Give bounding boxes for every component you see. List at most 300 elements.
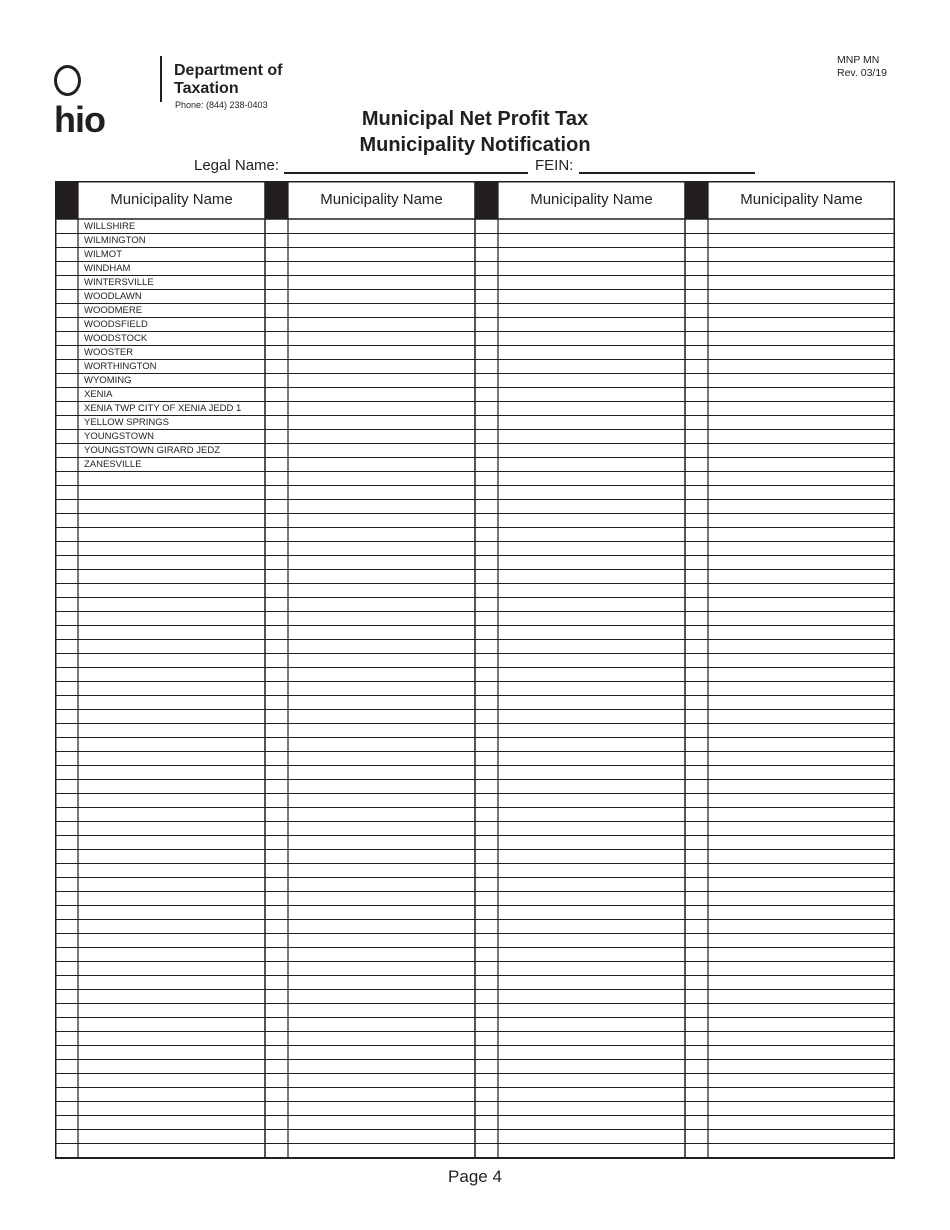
row-checkbox[interactable]: [265, 584, 288, 598]
municipality-blank-cell[interactable]: [714, 962, 893, 976]
row-checkbox[interactable]: [685, 556, 708, 570]
row-checkbox[interactable]: [55, 668, 78, 682]
municipality-blank-cell[interactable]: [504, 220, 683, 234]
row-checkbox[interactable]: [475, 724, 498, 738]
row-checkbox[interactable]: [55, 626, 78, 640]
municipality-blank-cell[interactable]: [84, 556, 263, 570]
municipality-blank-cell[interactable]: [504, 920, 683, 934]
row-checkbox[interactable]: [685, 822, 708, 836]
municipality-blank-cell[interactable]: [294, 556, 473, 570]
row-checkbox[interactable]: [55, 1102, 78, 1116]
row-checkbox[interactable]: [475, 1032, 498, 1046]
municipality-blank-cell[interactable]: [714, 626, 893, 640]
municipality-blank-cell[interactable]: [504, 934, 683, 948]
municipality-blank-cell[interactable]: [714, 332, 893, 346]
municipality-blank-cell[interactable]: [84, 1046, 263, 1060]
row-checkbox[interactable]: [475, 1046, 498, 1060]
row-checkbox[interactable]: [55, 542, 78, 556]
row-checkbox[interactable]: [265, 542, 288, 556]
municipality-blank-cell[interactable]: [714, 920, 893, 934]
row-checkbox[interactable]: [265, 1004, 288, 1018]
row-checkbox[interactable]: [265, 836, 288, 850]
row-checkbox[interactable]: [475, 416, 498, 430]
row-checkbox[interactable]: [55, 388, 78, 402]
municipality-blank-cell[interactable]: [84, 626, 263, 640]
municipality-blank-cell[interactable]: [504, 570, 683, 584]
municipality-blank-cell[interactable]: [714, 220, 893, 234]
municipality-blank-cell[interactable]: [294, 444, 473, 458]
row-checkbox[interactable]: [265, 458, 288, 472]
row-checkbox[interactable]: [685, 374, 708, 388]
municipality-blank-cell[interactable]: [504, 962, 683, 976]
row-checkbox[interactable]: [55, 528, 78, 542]
municipality-blank-cell[interactable]: [294, 1074, 473, 1088]
municipality-blank-cell[interactable]: [504, 1004, 683, 1018]
municipality-blank-cell[interactable]: [714, 794, 893, 808]
municipality-blank-cell[interactable]: [714, 1116, 893, 1130]
municipality-blank-cell[interactable]: [504, 794, 683, 808]
row-checkbox[interactable]: [55, 906, 78, 920]
row-checkbox[interactable]: [685, 1116, 708, 1130]
legal-name-field[interactable]: [284, 172, 528, 174]
municipality-blank-cell[interactable]: [714, 556, 893, 570]
municipality-entry[interactable]: ZANESVILLE: [84, 458, 142, 470]
municipality-blank-cell[interactable]: [504, 598, 683, 612]
municipality-blank-cell[interactable]: [294, 1004, 473, 1018]
municipality-blank-cell[interactable]: [714, 864, 893, 878]
municipality-blank-cell[interactable]: [294, 682, 473, 696]
row-checkbox[interactable]: [475, 668, 498, 682]
row-checkbox[interactable]: [685, 752, 708, 766]
row-checkbox[interactable]: [475, 710, 498, 724]
municipality-blank-cell[interactable]: [84, 836, 263, 850]
row-checkbox[interactable]: [265, 654, 288, 668]
municipality-entry[interactable]: WOODSTOCK: [84, 332, 148, 344]
municipality-blank-cell[interactable]: [294, 262, 473, 276]
row-checkbox[interactable]: [475, 598, 498, 612]
municipality-blank-cell[interactable]: [714, 668, 893, 682]
municipality-blank-cell[interactable]: [714, 416, 893, 430]
row-checkbox[interactable]: [265, 906, 288, 920]
row-checkbox[interactable]: [475, 332, 498, 346]
row-checkbox[interactable]: [265, 416, 288, 430]
row-checkbox[interactable]: [475, 892, 498, 906]
municipality-blank-cell[interactable]: [294, 1116, 473, 1130]
row-checkbox[interactable]: [265, 1116, 288, 1130]
row-checkbox[interactable]: [55, 556, 78, 570]
row-checkbox[interactable]: [685, 654, 708, 668]
municipality-blank-cell[interactable]: [714, 990, 893, 1004]
row-checkbox[interactable]: [55, 780, 78, 794]
row-checkbox[interactable]: [55, 304, 78, 318]
municipality-blank-cell[interactable]: [714, 346, 893, 360]
row-checkbox[interactable]: [685, 696, 708, 710]
municipality-blank-cell[interactable]: [714, 766, 893, 780]
row-checkbox[interactable]: [475, 752, 498, 766]
row-checkbox[interactable]: [685, 458, 708, 472]
municipality-blank-cell[interactable]: [714, 290, 893, 304]
row-checkbox[interactable]: [265, 976, 288, 990]
row-checkbox[interactable]: [265, 1074, 288, 1088]
municipality-blank-cell[interactable]: [294, 514, 473, 528]
municipality-blank-cell[interactable]: [84, 612, 263, 626]
row-checkbox[interactable]: [475, 430, 498, 444]
row-checkbox[interactable]: [685, 276, 708, 290]
municipality-blank-cell[interactable]: [294, 584, 473, 598]
municipality-blank-cell[interactable]: [504, 682, 683, 696]
row-checkbox[interactable]: [55, 892, 78, 906]
row-checkbox[interactable]: [685, 1032, 708, 1046]
row-checkbox[interactable]: [265, 472, 288, 486]
row-checkbox[interactable]: [475, 850, 498, 864]
municipality-blank-cell[interactable]: [504, 1144, 683, 1158]
municipality-blank-cell[interactable]: [294, 598, 473, 612]
row-checkbox[interactable]: [475, 570, 498, 584]
row-checkbox[interactable]: [265, 444, 288, 458]
municipality-blank-cell[interactable]: [714, 822, 893, 836]
row-checkbox[interactable]: [265, 808, 288, 822]
row-checkbox[interactable]: [265, 248, 288, 262]
row-checkbox[interactable]: [265, 822, 288, 836]
row-checkbox[interactable]: [265, 752, 288, 766]
municipality-blank-cell[interactable]: [84, 1088, 263, 1102]
municipality-blank-cell[interactable]: [504, 976, 683, 990]
municipality-blank-cell[interactable]: [294, 640, 473, 654]
row-checkbox[interactable]: [265, 640, 288, 654]
row-checkbox[interactable]: [475, 794, 498, 808]
municipality-blank-cell[interactable]: [504, 668, 683, 682]
row-checkbox[interactable]: [475, 290, 498, 304]
row-checkbox[interactable]: [475, 962, 498, 976]
row-checkbox[interactable]: [475, 990, 498, 1004]
municipality-entry[interactable]: XENIA TWP CITY OF XENIA JEDD 1: [84, 402, 242, 414]
row-checkbox[interactable]: [265, 1018, 288, 1032]
row-checkbox[interactable]: [265, 514, 288, 528]
municipality-blank-cell[interactable]: [714, 248, 893, 262]
municipality-blank-cell[interactable]: [714, 360, 893, 374]
municipality-blank-cell[interactable]: [714, 500, 893, 514]
municipality-blank-cell[interactable]: [84, 864, 263, 878]
municipality-blank-cell[interactable]: [714, 710, 893, 724]
row-checkbox[interactable]: [685, 584, 708, 598]
municipality-blank-cell[interactable]: [84, 1116, 263, 1130]
row-checkbox[interactable]: [265, 780, 288, 794]
row-checkbox[interactable]: [475, 696, 498, 710]
row-checkbox[interactable]: [265, 360, 288, 374]
row-checkbox[interactable]: [265, 332, 288, 346]
municipality-blank-cell[interactable]: [84, 934, 263, 948]
municipality-blank-cell[interactable]: [714, 304, 893, 318]
municipality-blank-cell[interactable]: [294, 766, 473, 780]
row-checkbox[interactable]: [55, 990, 78, 1004]
municipality-blank-cell[interactable]: [294, 1102, 473, 1116]
municipality-blank-cell[interactable]: [294, 878, 473, 892]
municipality-blank-cell[interactable]: [84, 794, 263, 808]
municipality-blank-cell[interactable]: [294, 346, 473, 360]
row-checkbox[interactable]: [685, 906, 708, 920]
municipality-blank-cell[interactable]: [714, 402, 893, 416]
row-checkbox[interactable]: [55, 416, 78, 430]
municipality-blank-cell[interactable]: [84, 920, 263, 934]
municipality-blank-cell[interactable]: [294, 304, 473, 318]
municipality-blank-cell[interactable]: [504, 1102, 683, 1116]
row-checkbox[interactable]: [55, 598, 78, 612]
row-checkbox[interactable]: [475, 1074, 498, 1088]
row-checkbox[interactable]: [55, 752, 78, 766]
municipality-blank-cell[interactable]: [714, 584, 893, 598]
municipality-blank-cell[interactable]: [294, 626, 473, 640]
row-checkbox[interactable]: [475, 654, 498, 668]
row-checkbox[interactable]: [55, 402, 78, 416]
municipality-blank-cell[interactable]: [84, 780, 263, 794]
row-checkbox[interactable]: [265, 346, 288, 360]
municipality-blank-cell[interactable]: [714, 696, 893, 710]
municipality-blank-cell[interactable]: [504, 990, 683, 1004]
row-checkbox[interactable]: [685, 920, 708, 934]
row-checkbox[interactable]: [685, 1060, 708, 1074]
row-checkbox[interactable]: [55, 920, 78, 934]
municipality-blank-cell[interactable]: [504, 1130, 683, 1144]
row-checkbox[interactable]: [55, 500, 78, 514]
row-checkbox[interactable]: [685, 1088, 708, 1102]
municipality-blank-cell[interactable]: [294, 542, 473, 556]
municipality-blank-cell[interactable]: [294, 934, 473, 948]
row-checkbox[interactable]: [685, 220, 708, 234]
row-checkbox[interactable]: [55, 430, 78, 444]
row-checkbox[interactable]: [685, 262, 708, 276]
municipality-blank-cell[interactable]: [504, 906, 683, 920]
municipality-blank-cell[interactable]: [294, 1032, 473, 1046]
row-checkbox[interactable]: [475, 1102, 498, 1116]
row-checkbox[interactable]: [475, 948, 498, 962]
row-checkbox[interactable]: [265, 850, 288, 864]
municipality-blank-cell[interactable]: [504, 458, 683, 472]
row-checkbox[interactable]: [685, 1046, 708, 1060]
municipality-blank-cell[interactable]: [84, 1102, 263, 1116]
municipality-blank-cell[interactable]: [294, 808, 473, 822]
municipality-blank-cell[interactable]: [714, 542, 893, 556]
row-checkbox[interactable]: [265, 766, 288, 780]
municipality-blank-cell[interactable]: [504, 724, 683, 738]
municipality-blank-cell[interactable]: [714, 850, 893, 864]
municipality-entry[interactable]: WOODSFIELD: [84, 318, 148, 330]
row-checkbox[interactable]: [265, 1032, 288, 1046]
municipality-blank-cell[interactable]: [504, 948, 683, 962]
municipality-blank-cell[interactable]: [714, 1088, 893, 1102]
row-checkbox[interactable]: [55, 766, 78, 780]
row-checkbox[interactable]: [685, 542, 708, 556]
row-checkbox[interactable]: [475, 640, 498, 654]
row-checkbox[interactable]: [685, 304, 708, 318]
row-checkbox[interactable]: [685, 1102, 708, 1116]
row-checkbox[interactable]: [685, 724, 708, 738]
municipality-blank-cell[interactable]: [504, 654, 683, 668]
municipality-blank-cell[interactable]: [504, 640, 683, 654]
municipality-blank-cell[interactable]: [294, 668, 473, 682]
municipality-blank-cell[interactable]: [84, 514, 263, 528]
row-checkbox[interactable]: [685, 808, 708, 822]
row-checkbox[interactable]: [265, 1060, 288, 1074]
row-checkbox[interactable]: [55, 374, 78, 388]
municipality-blank-cell[interactable]: [84, 472, 263, 486]
municipality-blank-cell[interactable]: [714, 836, 893, 850]
row-checkbox[interactable]: [475, 626, 498, 640]
municipality-entry[interactable]: YOUNGSTOWN GIRARD JEDZ: [84, 444, 220, 456]
row-checkbox[interactable]: [685, 444, 708, 458]
municipality-blank-cell[interactable]: [294, 836, 473, 850]
municipality-blank-cell[interactable]: [714, 374, 893, 388]
row-checkbox[interactable]: [475, 304, 498, 318]
municipality-blank-cell[interactable]: [714, 724, 893, 738]
municipality-blank-cell[interactable]: [84, 528, 263, 542]
row-checkbox[interactable]: [265, 388, 288, 402]
row-checkbox[interactable]: [685, 388, 708, 402]
row-checkbox[interactable]: [475, 920, 498, 934]
municipality-blank-cell[interactable]: [294, 780, 473, 794]
municipality-blank-cell[interactable]: [84, 654, 263, 668]
row-checkbox[interactable]: [475, 528, 498, 542]
municipality-blank-cell[interactable]: [504, 472, 683, 486]
municipality-blank-cell[interactable]: [504, 780, 683, 794]
municipality-blank-cell[interactable]: [294, 710, 473, 724]
municipality-entry[interactable]: WINDHAM: [84, 262, 131, 274]
row-checkbox[interactable]: [55, 696, 78, 710]
municipality-blank-cell[interactable]: [294, 402, 473, 416]
municipality-blank-cell[interactable]: [714, 388, 893, 402]
row-checkbox[interactable]: [265, 304, 288, 318]
row-checkbox[interactable]: [265, 794, 288, 808]
row-checkbox[interactable]: [475, 822, 498, 836]
row-checkbox[interactable]: [55, 1032, 78, 1046]
municipality-blank-cell[interactable]: [714, 906, 893, 920]
row-checkbox[interactable]: [55, 836, 78, 850]
row-checkbox[interactable]: [265, 920, 288, 934]
row-checkbox[interactable]: [475, 906, 498, 920]
municipality-blank-cell[interactable]: [504, 1046, 683, 1060]
row-checkbox[interactable]: [265, 878, 288, 892]
municipality-entry[interactable]: YELLOW SPRINGS: [84, 416, 169, 428]
row-checkbox[interactable]: [475, 1144, 498, 1158]
municipality-blank-cell[interactable]: [294, 794, 473, 808]
municipality-blank-cell[interactable]: [84, 1130, 263, 1144]
municipality-blank-cell[interactable]: [294, 948, 473, 962]
row-checkbox[interactable]: [55, 1046, 78, 1060]
row-checkbox[interactable]: [265, 682, 288, 696]
row-checkbox[interactable]: [685, 864, 708, 878]
row-checkbox[interactable]: [685, 990, 708, 1004]
municipality-blank-cell[interactable]: [84, 542, 263, 556]
row-checkbox[interactable]: [55, 1074, 78, 1088]
municipality-blank-cell[interactable]: [714, 878, 893, 892]
row-checkbox[interactable]: [55, 486, 78, 500]
row-checkbox[interactable]: [265, 262, 288, 276]
municipality-blank-cell[interactable]: [714, 640, 893, 654]
municipality-blank-cell[interactable]: [84, 1018, 263, 1032]
municipality-blank-cell[interactable]: [294, 892, 473, 906]
row-checkbox[interactable]: [265, 1046, 288, 1060]
municipality-blank-cell[interactable]: [294, 990, 473, 1004]
row-checkbox[interactable]: [475, 808, 498, 822]
municipality-blank-cell[interactable]: [504, 878, 683, 892]
municipality-blank-cell[interactable]: [84, 990, 263, 1004]
municipality-blank-cell[interactable]: [294, 1088, 473, 1102]
row-checkbox[interactable]: [55, 1088, 78, 1102]
row-checkbox[interactable]: [685, 360, 708, 374]
municipality-blank-cell[interactable]: [294, 290, 473, 304]
municipality-blank-cell[interactable]: [84, 808, 263, 822]
row-checkbox[interactable]: [685, 416, 708, 430]
municipality-blank-cell[interactable]: [714, 318, 893, 332]
municipality-entry[interactable]: WOOSTER: [84, 346, 134, 358]
municipality-blank-cell[interactable]: [294, 1130, 473, 1144]
row-checkbox[interactable]: [685, 682, 708, 696]
row-checkbox[interactable]: [475, 234, 498, 248]
municipality-blank-cell[interactable]: [504, 276, 683, 290]
municipality-blank-cell[interactable]: [504, 388, 683, 402]
row-checkbox[interactable]: [685, 318, 708, 332]
municipality-blank-cell[interactable]: [84, 752, 263, 766]
municipality-blank-cell[interactable]: [714, 1060, 893, 1074]
row-checkbox[interactable]: [475, 374, 498, 388]
row-checkbox[interactable]: [475, 1088, 498, 1102]
municipality-blank-cell[interactable]: [504, 626, 683, 640]
row-checkbox[interactable]: [55, 234, 78, 248]
row-checkbox[interactable]: [55, 1004, 78, 1018]
row-checkbox[interactable]: [685, 1130, 708, 1144]
row-checkbox[interactable]: [475, 1116, 498, 1130]
municipality-blank-cell[interactable]: [84, 850, 263, 864]
municipality-entry[interactable]: WINTERSVILLE: [84, 276, 154, 288]
row-checkbox[interactable]: [55, 976, 78, 990]
row-checkbox[interactable]: [55, 472, 78, 486]
municipality-blank-cell[interactable]: [714, 1102, 893, 1116]
municipality-blank-cell[interactable]: [714, 430, 893, 444]
municipality-blank-cell[interactable]: [714, 1018, 893, 1032]
row-checkbox[interactable]: [685, 430, 708, 444]
row-checkbox[interactable]: [685, 780, 708, 794]
row-checkbox[interactable]: [475, 444, 498, 458]
row-checkbox[interactable]: [265, 220, 288, 234]
municipality-blank-cell[interactable]: [714, 276, 893, 290]
row-checkbox[interactable]: [265, 486, 288, 500]
municipality-blank-cell[interactable]: [714, 458, 893, 472]
row-checkbox[interactable]: [475, 500, 498, 514]
row-checkbox[interactable]: [265, 402, 288, 416]
municipality-blank-cell[interactable]: [504, 738, 683, 752]
row-checkbox[interactable]: [55, 1018, 78, 1032]
row-checkbox[interactable]: [475, 738, 498, 752]
municipality-blank-cell[interactable]: [84, 766, 263, 780]
row-checkbox[interactable]: [475, 1060, 498, 1074]
row-checkbox[interactable]: [685, 290, 708, 304]
row-checkbox[interactable]: [475, 514, 498, 528]
municipality-blank-cell[interactable]: [504, 444, 683, 458]
row-checkbox[interactable]: [475, 878, 498, 892]
row-checkbox[interactable]: [475, 402, 498, 416]
row-checkbox[interactable]: [55, 570, 78, 584]
municipality-blank-cell[interactable]: [294, 234, 473, 248]
row-checkbox[interactable]: [685, 1018, 708, 1032]
municipality-blank-cell[interactable]: [84, 976, 263, 990]
row-checkbox[interactable]: [55, 724, 78, 738]
row-checkbox[interactable]: [55, 850, 78, 864]
municipality-blank-cell[interactable]: [294, 696, 473, 710]
municipality-blank-cell[interactable]: [504, 1018, 683, 1032]
row-checkbox[interactable]: [685, 472, 708, 486]
row-checkbox[interactable]: [685, 528, 708, 542]
row-checkbox[interactable]: [265, 948, 288, 962]
municipality-blank-cell[interactable]: [504, 612, 683, 626]
